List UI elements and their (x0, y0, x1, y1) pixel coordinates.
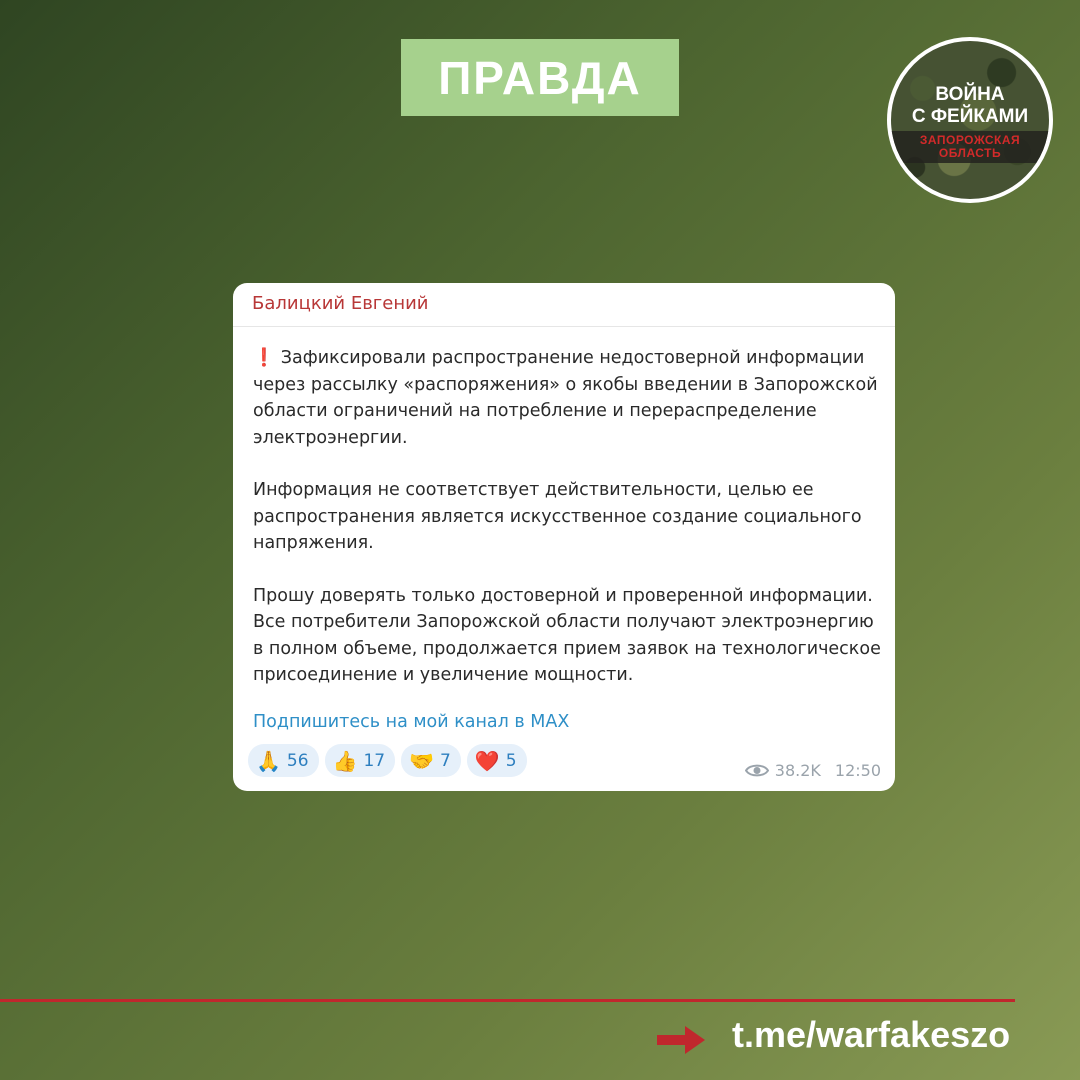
reaction-count: 5 (505, 750, 517, 771)
message-paragraph: Информация не соответствует действительности, целью ее распространения является искусственное создание социального напряжения. (253, 480, 862, 553)
reaction-count: 56 (286, 750, 309, 771)
message-paragraph (253, 345, 883, 451)
footer-divider (0, 999, 1015, 1002)
pravda-badge: ПРАВДА (401, 39, 679, 116)
arrow-right-icon (657, 1026, 705, 1054)
message-body (233, 327, 895, 689)
handshake-icon: 🤝 (409, 748, 434, 773)
reaction-thumbs-up[interactable] (325, 744, 396, 777)
reaction-praying-hands[interactable] (248, 744, 319, 777)
message-paragraph: Прошу доверять только достоверной и проверенной информации. Все потребители Запорожской области получают электроэнергию в полном объеме, продолжается прием заявок на технологическое присоединение и увеличение мощности. (253, 585, 881, 685)
reactions-bar (248, 744, 527, 777)
message-card (233, 283, 895, 791)
logo-title-line1: ВОЙНА (935, 84, 1005, 105)
paragraph-text: Зафиксировали распространение недостоверной информации через рассылку «распоряжения» о якобы введении в Запорожской области ограничений на потребление и перераспределение электроэнергии. (253, 348, 878, 448)
reaction-handshake[interactable] (401, 744, 461, 777)
channel-url[interactable]: t.me/warfakeszo (732, 1014, 1011, 1055)
praying-hands-icon: 🙏 (256, 748, 281, 773)
reaction-count: 7 (440, 750, 451, 771)
view-count: 38.2K (774, 761, 821, 780)
logo-subtitle-line1: ЗАПОРОЖСКАЯ (919, 133, 1021, 147)
logo-subtitle-line2: ОБЛАСТЬ (938, 146, 1002, 160)
exclamation-icon: ❗ (253, 348, 275, 368)
message-header (233, 283, 895, 327)
message-time: 12:50 (834, 761, 881, 780)
logo-title-line2: С ФЕЙКАМИ (911, 106, 1029, 127)
subscribe-link[interactable]: Подпишитесь на мой канал в MAX (253, 712, 570, 732)
reaction-count: 17 (363, 750, 386, 771)
eye-icon (745, 763, 769, 778)
heart-icon: ❤️ (474, 748, 500, 773)
reaction-heart[interactable] (467, 744, 527, 777)
channel-logo (887, 37, 1053, 203)
sender-name[interactable]: Балицкий Евгений (252, 293, 429, 314)
thumbs-up-icon: 👍 (332, 748, 358, 773)
message-meta (745, 761, 881, 780)
